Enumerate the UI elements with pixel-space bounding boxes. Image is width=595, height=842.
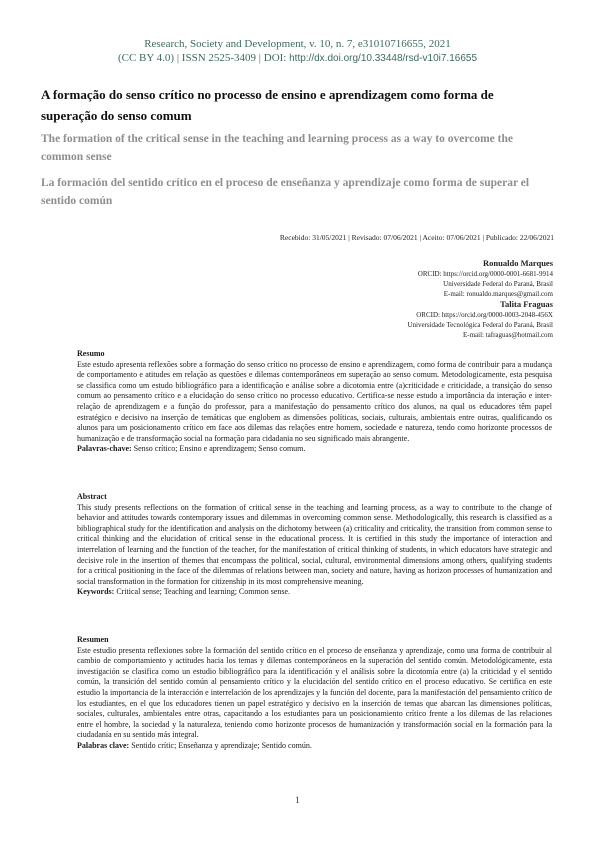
author-email[interactable]: E-mail: tafraguas@hotmail.com [462,331,553,339]
resumen-heading: Resumen [77,635,109,644]
abstract-body: This study presents reflections on the formation of critical sense in the teaching and learning process, as a way to contribute to the change of behavior and attitudes towards contemporary issues and dilemmas in overcoming common sense. Methodologically, this research is classified as a bibliographical study for the identification and analysis on the dichotomy between (a) criticality and criticality, the transition from common sense to critical thinking and the elucidation of critical sense in the educational process. It is certified in this study the importance of interaction and interrelation of learning and the function of the teacher, for the manifestation of critical thinking of students, in which educators have strategic and decisive role in the insertion of themes that encompass the political, social, cultural, environmental dimensions among others, qualifying students for a critical positioning in the face of the dilemmas of relations between man, society and nature, having as horizon processes of humanization and social transformation in the formation for citizenship in its most comprehensive meaning. [77,502,552,586]
author-block [407,258,553,340]
author-affiliation: Universidade Federal do Paraná, Brasil [443,280,553,288]
keywords-text: Senso crítico; Ensino e aprendizagem; Senso comum. [131,444,306,454]
resumen-body: Este estudio presenta reflexiones sobre la formación del sentido crítico en el proceso de enseñanza y aprendizaje, como una forma de contribuir al cambio de comportamiento y actitudes hacia los temas y dilemas contemporáneos en la superación del sentido común. Metodológicamente, esta investigación se clasifica como un estudio bibliográfico para la identificación y el análisis sobre la dicotomía entre (a) la criticidad y el sentido común, la transición del sentido común al pensamiento crítico y la elucidación del sentido crítico en el proceso educativo. Se certifica en este estudio la importancia de la interacción e interrelación de los aprendizajes y la función del docente, para la manifestación del pensamiento crítico de los estudiantes, en el que los educadores tienen un papel estratégico y decisivo en la inserción de temas que abarcan las dimensiones políticas, sociales, culturales, ambientales entre otras, capacitando a los estudiantes para un posicionamiento crítico frente a los dilemas de las relaciones entre el hombre, la sociedad y la naturaleza, teniendo como horizonte procesos de humanización y transformación social en la formación para la ciudadanía en su sentido más integral. [77,645,552,740]
doi-link[interactable]: http://dx.doi.org/10.33448/rsd-v10i7.16655 [289,53,478,64]
license-issn-doi [0,51,595,66]
page-number: 1 [295,795,300,805]
keywords-text: Sentido crític; Enseñanza y aprendizaje; Sentido común. [129,740,312,750]
abstract-heading: Abstract [77,492,107,501]
keywords-label: Palavras-chave: [77,444,132,454]
keywords-label: Keywords: [77,587,115,597]
resumen-section [77,635,552,752]
license-issn-label: (CC BY 4.0) | ISSN 2525-3409 | DOI: [117,52,290,64]
title-english: The formation of the critical sense in the teaching and learning process as a way to overcome the common sense [41,133,513,163]
title-spanish: La formación del sentido crítico en el proceso de enseñanza y aprendizaje como forma de superar el sentido común [41,177,530,207]
author-email[interactable]: E-mail: ronualdo.marques@gmail.com [443,290,553,298]
resumo-keywords [77,444,552,455]
keywords-label: Palabras clave: [77,740,130,750]
author-affiliation: Universidade Tecnológica Federal do Paraná, Brasil [407,321,553,329]
resumo-section [77,349,552,455]
title-portuguese: A formação do senso crítico no processo de ensino e aprendizagem como forma de superação do senso comum [41,87,494,123]
author-orcid[interactable]: ORCID: https://orcid.org/0000-0001-6681-9914 [417,270,553,278]
author-1 [407,258,553,299]
resumo-heading: Resumo [77,349,105,358]
publication-dates: Recebido: 31/05/2021 | Revisado: 07/06/2021 | Aceito: 07/06/2021 | Publicado: 22/06/2021 [279,233,554,242]
author-name: Talita Fraguas [500,299,553,309]
author-name: Ronualdo Marques [483,258,553,268]
author-2 [407,299,553,340]
journal-header [0,37,595,66]
author-orcid[interactable]: ORCID: https://orcid.org/0000-0003-2048-456X [416,311,553,319]
resumen-keywords [77,741,552,752]
journal-citation: Research, Society and Development, v. 10, n. 7, e31010716655, 2021 [144,38,451,50]
keywords-text: Critical sense; Teaching and learning; Common sense. [114,587,291,597]
abstract-keywords [77,587,552,598]
resumo-body: Este estudo apresenta reflexões sobre a formação do senso crítico no processo de ensino e aprendizagem, como forma de contribuir para a mudança de comportamento e atitudes em relação as questões e dilemas contemporâneos em superação ao senso comum. Metodologicamente, esta pesquisa se classifica como um estudo bibliográfico para a identificação e análise sobre a dicotomia entre (a)criticidade e criticidade, a transição do senso comum ao pensamento crítico e a elucidação do senso crítico no processo educativo. Certifica-se nesse estudo a importância da interação e inter-relação de aprendizagem e a função do professor, para a manifestação do pensamento crítico dos alunos, na qual os educadores têm papel estratégico e decisivo na inserção de temáticas que englobem as dimensões políticas, sociais, culturais, ambientais entre outras, qualificando os alunos para um posicionamento crítico em face aos dilemas das relações entre homem, sociedade e natureza, tendo como horizonte processos de humanização e de transformação social na formação para cidadania no seu significado mais abrangente. [77,359,552,443]
abstract-section [77,492,552,598]
